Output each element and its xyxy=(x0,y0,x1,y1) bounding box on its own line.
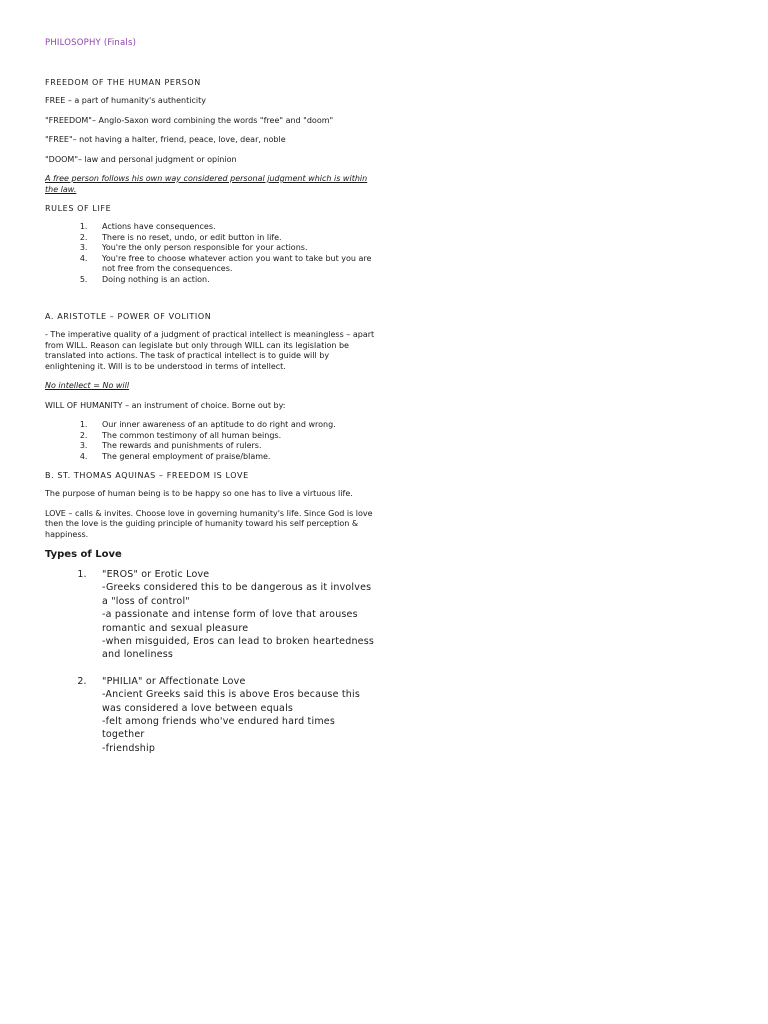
free-definition: FREE – a part of humanity's authenticity xyxy=(45,96,206,105)
philia-line: -Ancient Greeks said this is above Eros because this was considered a love between equals xyxy=(102,689,360,714)
list-item xyxy=(90,568,375,662)
list-item: 3. The rewards and punishments of rulers. xyxy=(90,441,375,452)
rules-of-life-list xyxy=(45,222,375,285)
eros-line: -Greeks considered this to be dangerous as it involves a "loss of control" xyxy=(102,582,372,607)
freedom-definition: "FREEDOM"– Anglo-Saxon word combining the words "free" and "doom" xyxy=(45,115,334,125)
aquinas-heading: B. ST. THOMAS AQUINAS – FREEDOM IS LOVE xyxy=(45,471,249,480)
free-person-statement: A free person follows his own way considered personal judgment which is within the law. xyxy=(45,174,368,194)
aristotle-paragraph: - The imperative quality of a judgment of practical intellect is meaningless – apart from WILL. Reason can legislate but only through WILL can its legislation be translated into actions. The task of practical intellect is to guide will by enlightening it. Will is to be understood in terms of intellect. xyxy=(45,330,375,371)
list-item: 4. You're free to choose whatever action you want to take but you are not free from the consequences. xyxy=(90,254,375,275)
love-definition: LOVE – calls & invites. Choose love in governing humanity's life. Since God is love then the love is the guiding principle of humanity toward his self perception & happiness. xyxy=(45,508,373,539)
eros-line: -when misguided, Eros can lead to broken heartedness and loneliness xyxy=(102,636,375,661)
eros-title: 1. "EROS" or Erotic Love xyxy=(102,569,210,580)
philia-line: -felt among friends who've endured hard times together xyxy=(102,716,335,741)
spacer xyxy=(45,294,375,312)
types-of-love-list xyxy=(45,568,375,755)
list-item: 3. You're the only person responsible for your actions. xyxy=(90,243,375,254)
aquinas-purpose: The purpose of human being is to be happy so one has to live a virtuous life. xyxy=(45,489,353,498)
will-evidence-list xyxy=(45,420,375,462)
rules-of-life-heading: RULES OF LIFE xyxy=(45,204,112,213)
list-item: 2. The common testimony of all human beings. xyxy=(90,431,375,442)
will-of-humanity: WILL OF HUMANITY – an instrument of choice. Borne out by: xyxy=(45,400,286,410)
document-title: PHILOSOPHY (Finals) xyxy=(45,38,137,48)
list-item: 2. There is no reset, undo, or edit button in life. xyxy=(90,233,375,244)
free-quote-definition: "FREE"– not having a halter, friend, peace, love, dear, noble xyxy=(45,135,286,144)
philia-title: 2. "PHILIA" or Affectionate Love xyxy=(102,675,246,687)
eros-line: -a passionate and intense form of love that arouses romantic and sexual pleasure xyxy=(102,609,358,634)
doom-definition: "DOOM"– law and personal judgment or opinion xyxy=(45,154,237,164)
document-content xyxy=(45,38,375,768)
list-item: 5. Doing nothing is an action. xyxy=(90,275,375,286)
section-heading-freedom: FREEDOM OF THE HUMAN PERSON xyxy=(45,78,201,87)
no-intellect-statement: No intellect = No will xyxy=(45,381,130,390)
list-item: 1. Actions have consequences. xyxy=(90,222,375,233)
aristotle-heading: A. ARISTOTLE – POWER OF VOLITION xyxy=(45,312,212,321)
types-of-love-heading: Types of Love xyxy=(45,549,122,560)
list-item: 4. The general employment of praise/blame. xyxy=(90,452,375,463)
list-item: 1. Our inner awareness of an aptitude to do right and wrong. xyxy=(90,420,375,431)
philia-line: -friendship xyxy=(102,742,156,754)
list-item xyxy=(90,675,375,755)
